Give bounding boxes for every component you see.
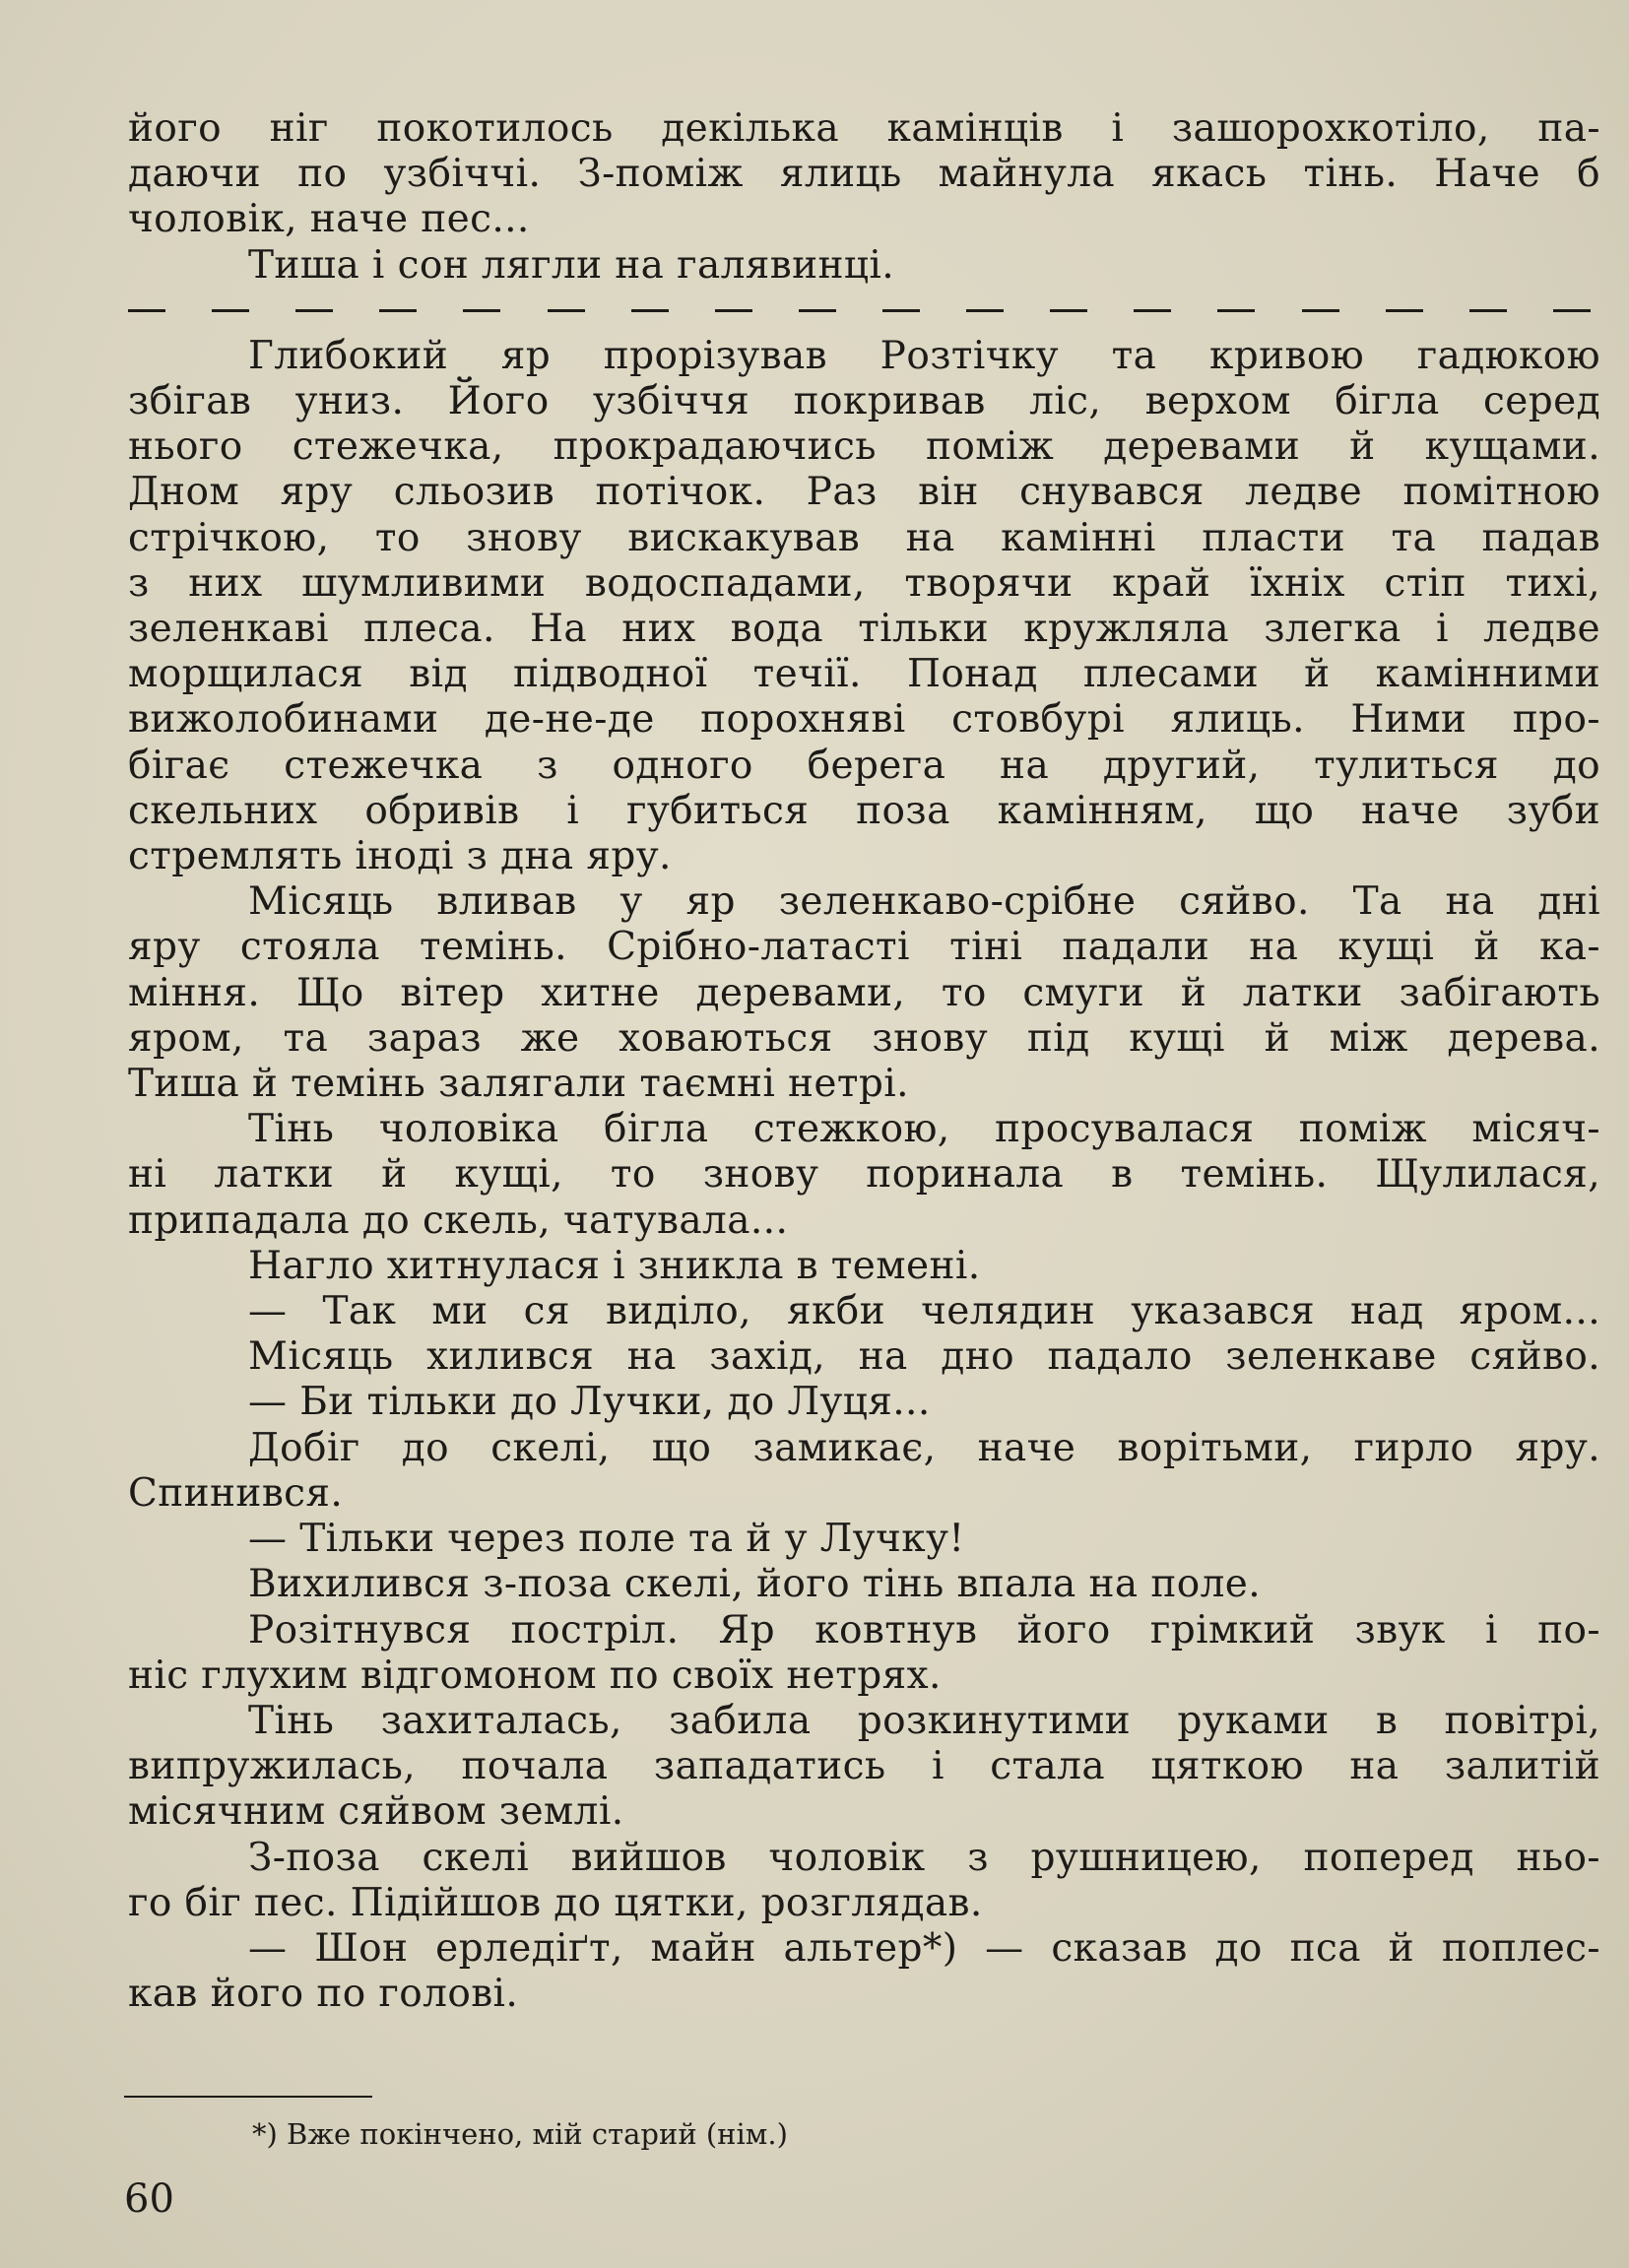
paragraph-continuation [128, 1653, 1600, 1699]
dialogue-line [128, 1926, 1600, 1972]
text-line: Тінь захиталась, забила розкинутими руками в повітрі, [248, 1698, 1600, 1743]
dialogue-line [128, 1289, 1600, 1334]
text-line: його ніг покотилось декілька камінців і зашорохкотіло, па- [128, 106, 1600, 151]
text-line: ні латки й кущі, то знову поринала в темінь. Щулилася, [128, 1152, 1600, 1198]
text-line: Нагло хитнулася і зникла в темені. [248, 1243, 981, 1288]
footnote: *) Вже покінчено, мій старий (нім.) [252, 2117, 788, 2151]
text-line: морщилася від підводної течії. Понад плесами й камінними [128, 652, 1600, 697]
text-line: вижолобинами де-не-де порохняві стовбурі ялиць. Ними про- [128, 697, 1600, 743]
paragraph [128, 1244, 1600, 1289]
text-line: кав його по голові. [128, 1972, 519, 2017]
paragraph-continuation [128, 1744, 1600, 1835]
text-line: яру стояла темінь. Срібно-латасті тіні падали на кущі й ка- [128, 925, 1600, 970]
paragraph [128, 1562, 1600, 1607]
text-line: Тиша і сон лягли на галявинці. [248, 242, 895, 288]
paragraph-continuation [128, 379, 1600, 879]
dialogue-line [128, 1380, 1600, 1425]
text-line: — Шон ерледіґт, майн альтер*) — сказав до пса й поплес- [248, 1925, 1600, 1971]
text-line: чоловік, наче пес... [128, 197, 530, 242]
text-line: — Тільки через поле та й у Лучку! [248, 1517, 965, 1562]
paragraph-continuation [128, 1152, 1600, 1243]
text-line: го біг пес. Підійшов до цятки, розглядав. [128, 1880, 983, 1925]
body-text [128, 106, 1600, 2017]
paragraph [128, 106, 1600, 243]
paragraph [128, 334, 1600, 379]
text-line: яром, та зараз же ховаються знову під кущі й між дерева. [128, 1015, 1600, 1061]
paragraph [128, 1426, 1600, 1471]
text-line: Спинився. [128, 1470, 344, 1516]
paragraph [128, 1107, 1600, 1152]
page-number: 60 [124, 2176, 174, 2222]
paragraph [128, 1836, 1600, 1881]
paragraph-continuation [128, 925, 1600, 1107]
text-line: Глибокий яр прорізував Розтічку та кривою гадюкою [248, 333, 1600, 378]
paragraph [128, 1699, 1600, 1744]
paragraph [128, 879, 1600, 925]
text-line: припадала до скель, чатувала... [128, 1198, 789, 1243]
text-line: скельних обривів і губиться поза камінням, що наче зуби [128, 788, 1600, 833]
text-line: — Би тільки до Лучки, до Луця... [248, 1380, 931, 1425]
dialogue-line [128, 1517, 1600, 1562]
text-line: місячним сяйвом землі. [128, 1789, 624, 1835]
text-line: Місяць вливав у яр зеленкаво-срібне сяйво. Та на дні [248, 879, 1600, 925]
text-line: Місяць хилився на захід, на дно падало зеленкаве сяйво. [248, 1334, 1600, 1380]
paragraph-continuation [128, 1972, 1600, 2017]
text-line: збігав униз. Його узбіччя покривав ліс, верхом бігла серед [128, 379, 1600, 424]
paragraph [128, 1608, 1600, 1653]
text-line: — Так ми ся виділо, якби челядин указався над яром... [248, 1289, 1600, 1334]
text-line: нього стежечка, прокрадаючись поміж деревами й кущами. [128, 424, 1600, 470]
footnote-divider [124, 2096, 372, 2098]
text-line: випружилась, почала западатись і стала цяткою на залитій [128, 1744, 1600, 1789]
paragraph [128, 1334, 1600, 1380]
section-divider [128, 289, 1600, 334]
text-line: З-поза скелі вийшов чоловік з рушницею, поперед ньо- [248, 1835, 1600, 1880]
text-line: Розітнувся постріл. Яр ковтнув його грімкий звук і по- [248, 1607, 1600, 1652]
text-line: даючи по узбіччі. З-поміж ялиць майнула якась тінь. Наче б [128, 152, 1600, 197]
paragraph-continuation [128, 1471, 1600, 1517]
text-line: зеленкаві плеса. На них вода тільки кружляла злегка і ледве [128, 607, 1600, 652]
text-line: Дном яру сльозив потічок. Раз він снувався ледве помітною [128, 470, 1600, 515]
text-line: Тиша й темінь залягали таємні нетрі. [128, 1062, 909, 1107]
text-line: міння. Що вітер хитне деревами, то смуги й латки забігають [128, 970, 1600, 1015]
text-line: стрічкою, то знову вискакував на камінні пласти та падав [128, 515, 1600, 560]
text-line: стремлять іноді з дна яру. [128, 834, 672, 879]
text-line: бігає стежечка з одного берега на другий, тулиться до [128, 743, 1600, 788]
paragraph-continuation [128, 1881, 1600, 1926]
text-line: з них шумливими водоспадами, творячи край їхніх стіп тихі, [128, 560, 1600, 606]
text-line: ніс глухим відгомоном по своїх нетрях. [128, 1652, 942, 1698]
paragraph [128, 243, 1600, 289]
text-line: Вихилився з-поза скелі, його тінь впала на поле. [248, 1562, 1262, 1607]
text-line: Добіг до скелі, що замикає, наче ворітьми, гирло яру. [248, 1425, 1600, 1470]
text-line: Тінь чоловіка бігла стежкою, просувалася поміж місяч- [248, 1107, 1600, 1152]
